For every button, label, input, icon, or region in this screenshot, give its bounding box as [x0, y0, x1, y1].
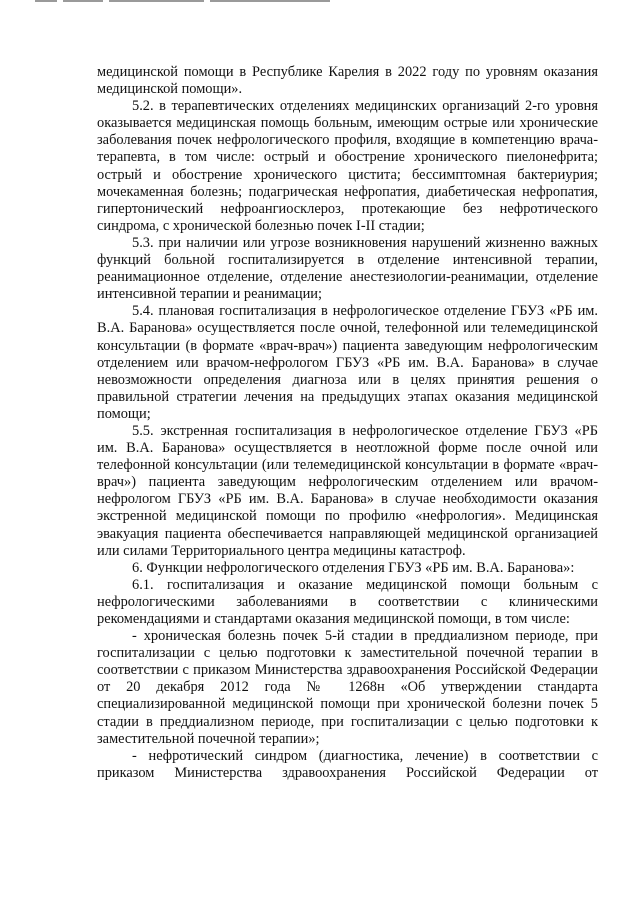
document-body	[97, 64, 598, 782]
paragraph-continuation: медицинской помощи в Республике Карелия в 2022 году по уровням оказания медицинской помощи».	[97, 64, 598, 98]
paragraph-5-3: 5.3. при наличии или угрозе возникновения нарушений жизненно важных функций больной госпитализируется в отделение интенсивной терапии, реанимационное отделение, отделение анестезиологии-реанимации, отделение интенсивной терапии и реанимации;	[97, 234, 598, 303]
paragraph-5-5: 5.5. экстренная госпитализация в нефрологическое отделение ГБУЗ «РБ им. В.А. Баранова» осуществляется в неотложной форме после очной или телефонной консультации (или телемедицинской консультации в формате «врач-врач») пациента заведующим нефрологическим отделением или врачом-нефрологом ГБУЗ «РБ им. В.А. Баранова» в случае необходимости оказания экстренной медицинской помощи по профилю «нефрология». Медицинская эвакуация пациента обеспечивается направляющей медицинской организацией или силами Территориального центра медицины катастроф.	[97, 422, 598, 559]
paragraph-6-1: 6.1. госпитализация и оказание медицинской помощи больным с нефрологическими заболеваниями в соответствии с клиническими рекомендациями и стандартами оказания медицинской помощи, в том числе:	[97, 576, 598, 627]
paragraph-5-4: 5.4. плановая госпитализация в нефрологическое отделение ГБУЗ «РБ им. В.А. Баранова» осуществляется после очной, телефонной или телемедицинской консультации (в формате «врач-врач») пациента заведующим нефрологическим отделением или врачом-нефрологом ГБУЗ «РБ им. В.А. Баранова» в случае невозможности определения диагноза или в целях принятия решения о правильной стратегии лечения на предыдущих этапах оказания медицинской помощи;	[97, 303, 598, 422]
list-item-ckd-stage-5: - хроническая болезнь почек 5-й стадии в преддиализном периоде, при госпитализации с целью подготовки к заместительной почечной терапии в соответствии с приказом Министерства здравоохранения Российской Федерации от 20 декабря 2012 года № 1268н «Об утверждении стандарта специализированной медицинской помощи при хронической болезни почек 5 стадии в преддиализном периоде, при госпитализации с целью подготовки к заместительной почечной терапии»;	[97, 628, 598, 747]
paragraph-5-2: 5.2. в терапевтических отделениях медицинских организаций 2-го уровня оказывается медицинская помощь больным, имеющим острые или хронические заболевания почек нефрологического профиля, входящие в компетенцию врача-терапевта, в том числе: острый и обострение хронического пиелонефрита; острый и обострение хронического цистита; бессимптомная бактериурия; мочекаменная болезнь; подагрическая нефропатия, диабетическая нефропатия, гипертонический нефроангиосклероз, протекающие без нефротического синдрома, с хронической болезнью почек I-II стадии;	[97, 98, 598, 234]
list-item-nephrotic-syndrome: - нефротический синдром (диагностика, лечение) в соответствии с приказом Министерства здравоохранения Российской Федерации от	[97, 747, 598, 781]
section-6-heading: 6. Функции нефрологического отделения ГБУЗ «РБ им. В.А. Баранова»:	[132, 559, 575, 576]
scan-edge-marks	[35, 0, 330, 3]
